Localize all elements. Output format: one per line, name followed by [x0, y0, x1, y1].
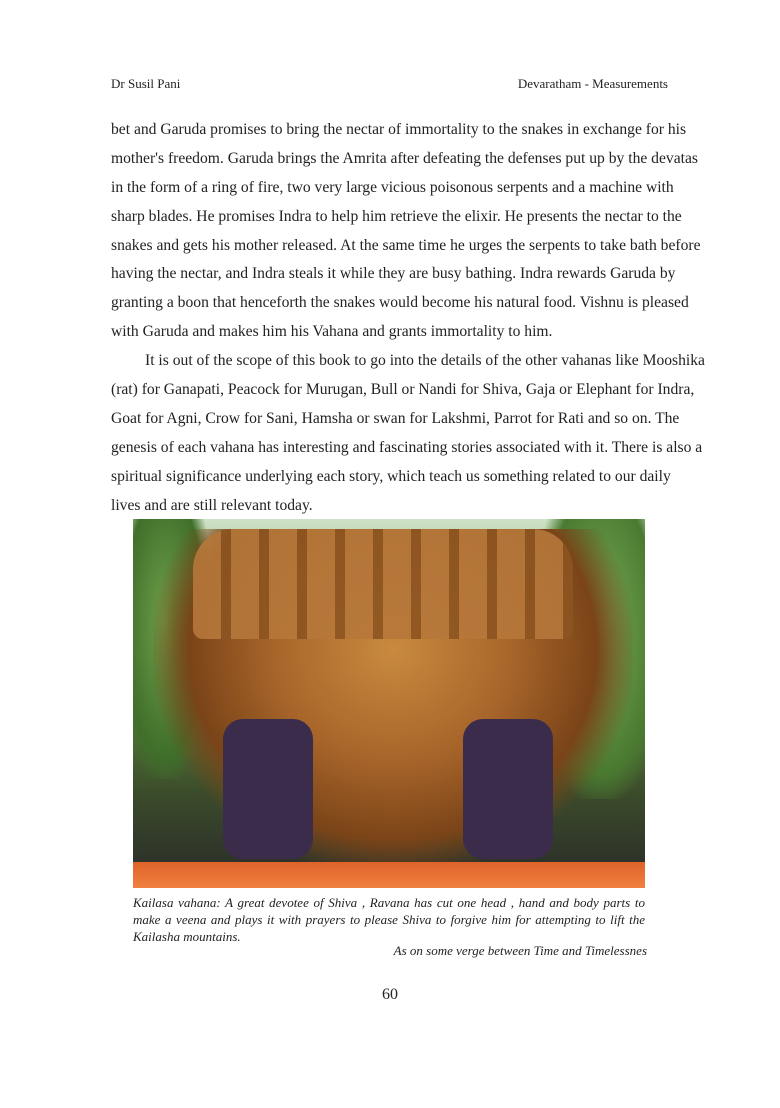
text-line: sharp blades. He promises Indra to help him retrieve the elixir. He presents the nectar to the [111, 207, 682, 225]
text-line: genesis of each vahana has interesting and fascinating stories associated with it. There is also a [111, 438, 703, 456]
text-line: It is out of the scope of this book to go into the details of the other vahanas like Mooshika [145, 352, 705, 370]
caption-credit: As on some verge between Time and Timelessnes [393, 943, 647, 958]
text-line: snakes and gets his mother released. At the same time he urges the serpents to take bath before [111, 236, 701, 254]
figure-caption [133, 894, 645, 945]
caption-line: Kailasha mountains. [133, 929, 241, 944]
paragraph-1 [111, 116, 701, 347]
header-author: Dr Susil Pani [111, 76, 181, 91]
paragraph-2 [111, 347, 705, 520]
header-title: Devaratham - Measurements [517, 76, 668, 91]
text-line: with Garuda and makes him his Vahana and grants immortality to him. [111, 323, 553, 341]
text-line: having the nectar, and Indra steals it while they are busy bathing. Indra rewards Garuda by [111, 265, 676, 283]
text-line: in the form of a ring of fire, two very large vicious poisonous serpents and a machine with [111, 178, 674, 196]
page-number: 60 [382, 986, 398, 1003]
caption-line: make a veena and plays it with prayers to please Shiva to forgive him for attempting to lift the [133, 912, 645, 927]
text-line: (rat) for Ganapati, Peacock for Murugan, Bull or Nandi for Shiva, Gaja or Elephant for Indra, [111, 381, 695, 399]
text-line: lives and are still relevant today. [111, 496, 313, 514]
body-text [111, 116, 705, 520]
text-line: mother's freedom. Garuda brings the Amrita after defeating the defenses put up by the devatas [111, 149, 698, 167]
text-line: granting a boon that henceforth the snakes would become his natural food. Vishnu is pleased [111, 294, 689, 312]
text-line: Goat for Agni, Crow for Sani, Hamsha or swan for Lakshmi, Parrot for Rati and so on. The [111, 409, 680, 427]
ravana-statue-photo [133, 519, 645, 888]
text-line: bet and Garuda promises to bring the nectar of immortality to the snakes in exchange for his [111, 121, 687, 138]
text-line: spiritual significance underlying each story, which teach us something related to our daily [111, 467, 671, 485]
caption-line: Kailasa vahana: A great devotee of Shiva , Ravana has cut one head , hand and body parts to [133, 895, 645, 910]
